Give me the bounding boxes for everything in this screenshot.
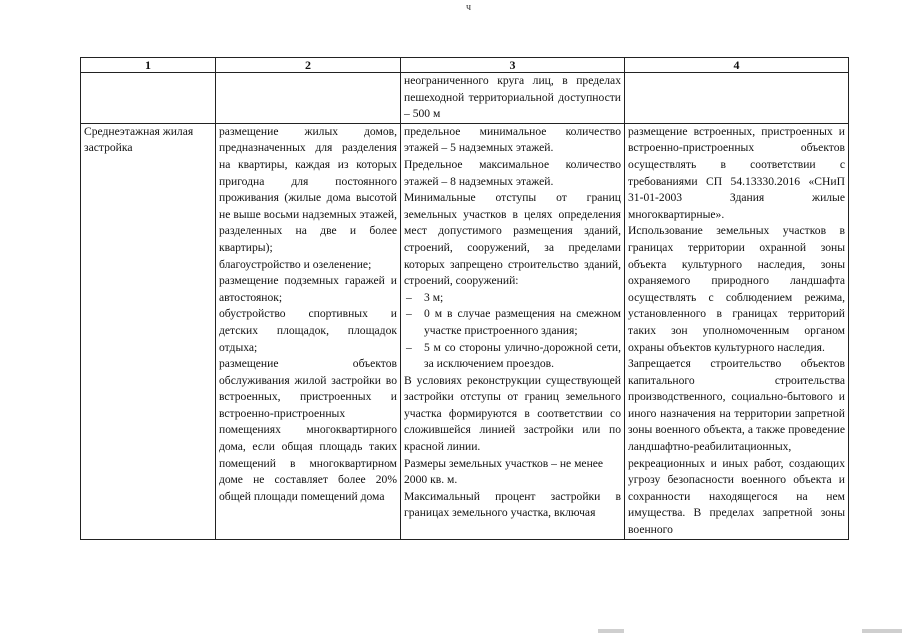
row1-col4 — [625, 73, 849, 124]
header-col-2: 2 — [216, 58, 401, 73]
param-setbacks: Минимальные отступы от границ земельных участков в целях определения мест допустимого размещения зданий, строений, сооружений, за пределами которых запрещено строительство зданий, строений, сооружений: — [404, 191, 621, 288]
use-item: обустройство спортивных и детских площадок, площадок отдыха; — [219, 307, 397, 354]
scan-artifact — [598, 629, 624, 633]
row1-col1 — [81, 73, 216, 124]
header-col-4: 4 — [625, 58, 849, 73]
setback-list — [404, 290, 621, 373]
permitted-uses-cell — [216, 123, 401, 539]
use-item: размещение жилых домов, предназначенных для разделения на квартиры, каждая из которых пригодна для постоянного проживания (жилые дома высотой не выше восьми надземных этажей, разделенных на две и более квартиры); — [219, 124, 397, 254]
param-coverage: Максимальный процент застройки в границах земельного участка, включая — [404, 489, 621, 520]
restrictions-cell — [625, 123, 849, 539]
table-row-medium-rise — [81, 123, 849, 539]
restriction-item: Использование земельных участков в границах территории охранной зоны объекта культурного наследия, зоны охраняемого природного ландшафта осуществлять с соблюдением режима, установленного в границах территорий таких зон уполномоченным органом охраны объектов культурного наследия. — [628, 224, 845, 354]
param-max-floors: Предельное максимальное количество этажей – 8 надземных этажей. — [404, 157, 621, 188]
regulations-table — [80, 57, 849, 540]
param-plot-size-value: 2000 кв. м. — [404, 473, 458, 487]
row1-col2 — [216, 73, 401, 124]
list-item: – 0 м в случае размещения на смежном участке пристроенного здания; — [404, 306, 621, 339]
zone-name-cell: Среднеэтажная жилая застройка — [81, 123, 216, 539]
list-item: – 3 м; — [404, 290, 621, 307]
param-plot-size: Размеры земельных участков – не менее — [404, 456, 604, 470]
row1-col3: неограниченного круга лиц, в пределах пешеходной территориальной доступности – 500 м — [401, 73, 625, 124]
list-item: – 5 м со стороны улично-дорожной сети, за исключением проездов. — [404, 340, 621, 373]
param-min-floors: предельное минимальное количество этажей – 5 надземных этажей. — [404, 124, 621, 155]
table-row-continuation — [81, 73, 849, 124]
scan-artifact — [862, 629, 902, 633]
header-row — [81, 58, 849, 73]
header-col-3: 3 — [401, 58, 625, 73]
parameters-cell — [401, 123, 625, 539]
page-corner-mark: ч — [466, 2, 472, 13]
use-item: размещение объектов обслуживания жилой застройки во встроенных, пристроенных и встроенно-пристроенных помещениях многоквартирного дома, если общая площадь таких помещений в многоквартирном доме не составляет более 20% общей площади помещений дома — [219, 357, 397, 503]
restriction-item: Запрещается строительство объектов капитального строительства производственного, социально-бытового и иного назначения на территории запретной зоны военного объекта, а также проведение ландшафтно-реабилитационных, рекреационных и иных работ, создающих угрозу безопасности военного объекта и сохранности находящегося на нем имущества. В пределах запретной зоны военного — [628, 357, 845, 537]
param-reconstruction: В условиях реконструкции существующей застройки отступы от границ земельного участка формируются в соответствии со сложившейся линией застройки или по красной линии. — [404, 373, 621, 454]
use-item: размещение подземных гаражей и автостоянок; — [219, 274, 397, 304]
restriction-item: размещение встроенных, пристроенных и встроенно-пристроенных объектов осуществлять в соответствии с требованиями СП 54.13330.2016 «СНиП 31-01-2003 Здания жилые многоквартирные». — [628, 124, 845, 221]
header-col-1: 1 — [81, 58, 216, 73]
use-item: благоустройство и озеленение; — [219, 257, 372, 271]
